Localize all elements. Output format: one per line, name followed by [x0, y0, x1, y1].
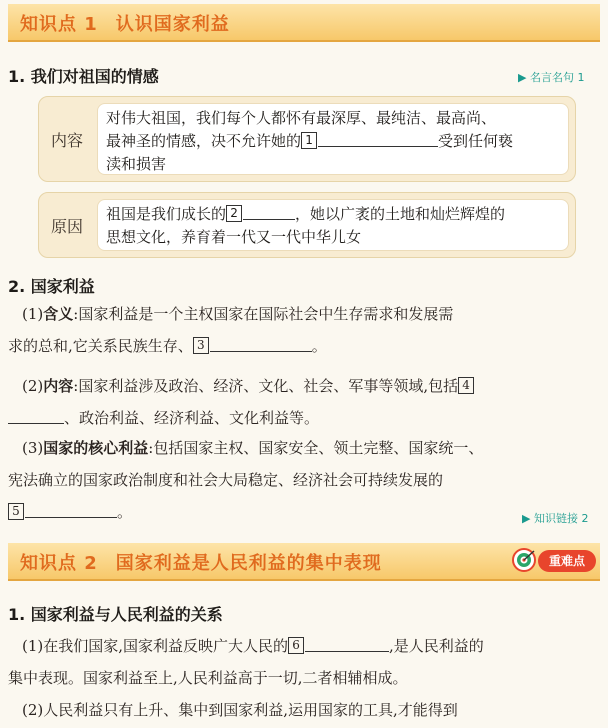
- content-line: 对伟大祖国，我们每个人都怀有最深厚、最纯洁、最高尚、: [106, 109, 497, 127]
- content-line: [106, 130, 560, 153]
- text-span: (3): [22, 439, 44, 457]
- paragraph-definition: [8, 298, 596, 362]
- section-number: 知识点 2: [20, 553, 98, 574]
- subheading-feelings: 1. 我们对祖国的情感: [8, 67, 159, 86]
- section-title: [20, 549, 382, 575]
- quote-reference-link[interactable]: ▶ 名言名句 1: [518, 71, 585, 84]
- text-span: 。: [117, 503, 133, 521]
- fill-blank[interactable]: [318, 132, 438, 147]
- knowledge-link[interactable]: ▶ 知识链接 2: [522, 512, 589, 525]
- blank-number: 2: [226, 205, 242, 222]
- text-span: :国家利益涉及政治、经济、文化、社会、军事等领域,包括: [73, 377, 459, 395]
- para-label: 内容: [43, 377, 74, 395]
- text-span: ，她以广袤的土地和灿烂辉煌的: [295, 205, 506, 223]
- reason-text: [97, 199, 569, 251]
- para-line: [8, 402, 596, 434]
- paragraph-core-interests: [8, 432, 596, 528]
- subheading-relationship: 1. 国家利益与人民利益的关系: [8, 605, 223, 624]
- blank-number: 4: [458, 377, 474, 394]
- para-line: [22, 298, 596, 330]
- text-span: (1): [22, 305, 44, 323]
- reason-tag: 原因: [50, 216, 83, 236]
- para-label: 含义: [43, 305, 74, 323]
- para-line: [22, 432, 596, 464]
- para-line: 集中表现。国家利益至上,人民利益高于一切,二者相辅相成。: [8, 669, 408, 687]
- reason-box: [38, 192, 576, 258]
- text-span: ,是人民利益的: [389, 637, 484, 655]
- content-tag: 内容: [50, 130, 83, 150]
- text-span: :包括国家主权、国家安全、领土完整、国家统一、: [148, 439, 484, 457]
- fill-blank[interactable]: [25, 503, 117, 518]
- text-span: 祖国是我们成长的: [106, 205, 227, 223]
- section-heading: 国家利益是人民利益的集中表现: [115, 553, 382, 574]
- content-text: [97, 103, 569, 175]
- text-span: 受到任何亵: [438, 132, 514, 150]
- blank-number: 3: [193, 337, 209, 354]
- difficulty-badge: 重难点: [538, 550, 596, 572]
- para-label: 国家的核心利益: [43, 439, 149, 457]
- subheading-national-interest: 2. 国家利益: [8, 277, 95, 296]
- section-number: 知识点 1: [20, 14, 98, 35]
- para-line: (2)人民利益只有上升、集中到国家利益,运用国家的工具,才能得到: [22, 701, 458, 719]
- blank-number: 6: [288, 637, 304, 654]
- fill-blank[interactable]: [305, 637, 389, 652]
- para-line: 宪法确立的国家政治制度和社会大局稳定、经济社会可持续发展的: [8, 471, 444, 489]
- para-line: [22, 370, 596, 402]
- content-line: 渎和损害: [106, 155, 167, 173]
- text-span: (2): [22, 377, 44, 395]
- section-title: [20, 10, 230, 36]
- reason-line: 思想文化，养育着一代又一代中华儿女: [106, 228, 362, 246]
- content-box: [38, 96, 576, 182]
- text-span: 最神圣的情感，决不允许她的: [106, 132, 302, 150]
- reason-line: [106, 203, 560, 226]
- fill-blank[interactable]: [243, 205, 295, 220]
- text-span: (1)在我们国家,国家利益反映广大人民的: [22, 637, 289, 655]
- blank-number: 5: [8, 503, 24, 520]
- text-span: 、政治利益、经济利益、文化利益等。: [64, 409, 320, 427]
- para-line: [8, 330, 596, 362]
- section-title-bar: [8, 4, 600, 42]
- target-icon: [512, 548, 536, 572]
- text-span: :国家利益是一个主权国家在国际社会中生存需求和发展需: [73, 305, 454, 323]
- fill-blank[interactable]: [210, 337, 312, 352]
- blank-number: 1: [301, 132, 317, 149]
- para-line: [22, 630, 596, 662]
- para-line: [8, 496, 596, 528]
- section-heading: 认识国家利益: [115, 14, 230, 35]
- text-span: 求的总和,它关系民族生存、: [8, 337, 193, 355]
- fill-blank[interactable]: [8, 409, 64, 424]
- text-span: 。: [311, 337, 327, 355]
- paragraph-content: [22, 370, 596, 434]
- paragraph-relationship: [8, 630, 596, 726]
